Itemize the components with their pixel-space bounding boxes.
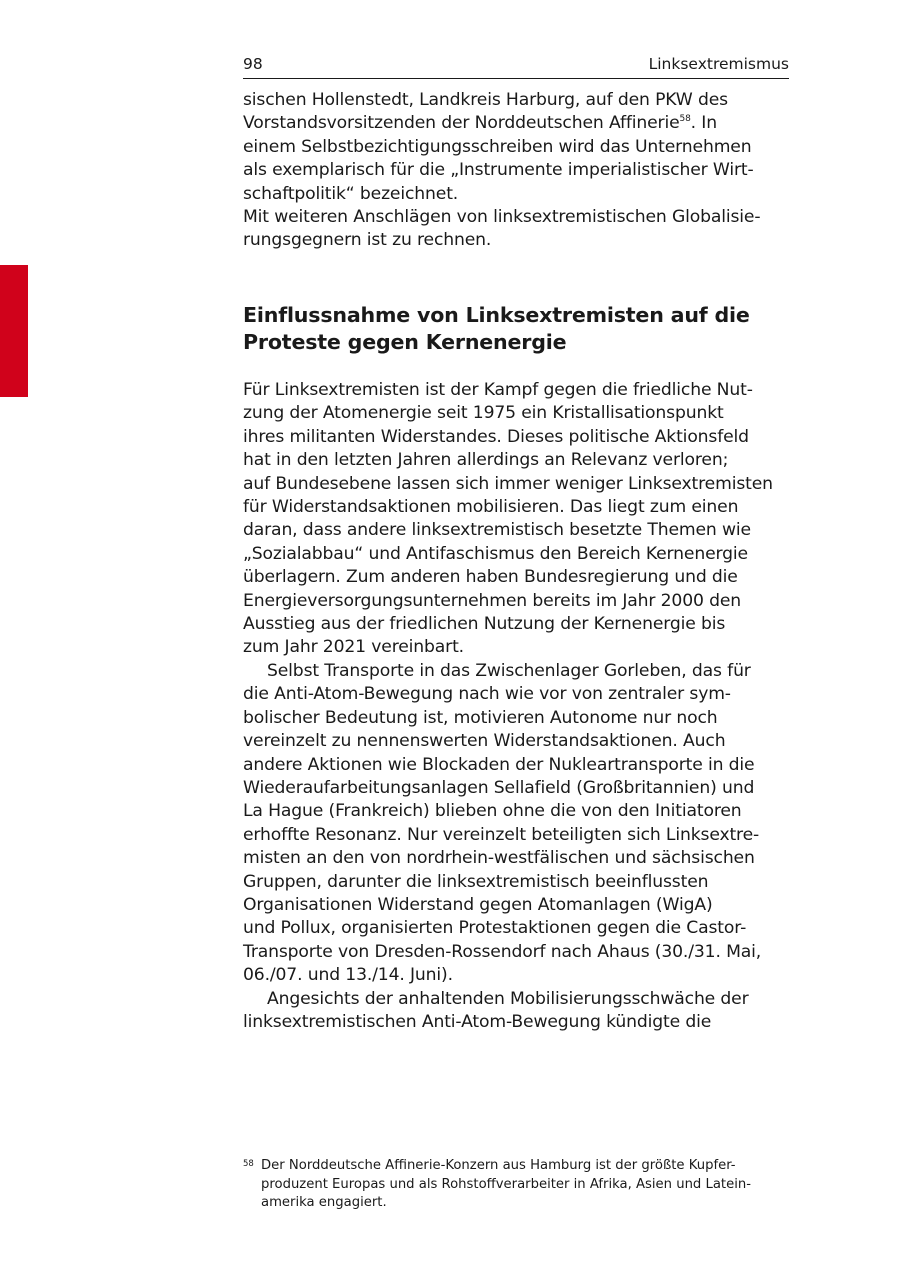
text-line: schaftpolitik“ bezeichnet. <box>243 183 459 204</box>
text-line: vereinzelt zu nennenswerten Widerstandsaktionen. Auch <box>243 731 726 752</box>
text-line: Transporte von Dresden-Rossendorf nach Ahaus (30./31. Mai, <box>243 941 762 962</box>
text-line: hat in den letzten Jahren allerdings an Relevanz verloren; <box>243 450 729 471</box>
text-line: Für Linksextremisten ist der Kampf gegen die friedliche Nut- <box>243 380 753 400</box>
text-line: Organisationen Widerstand gegen Atomanlagen (WigA) <box>243 894 713 915</box>
running-head: Linksextremismus <box>648 55 789 73</box>
paragraph-1 <box>243 379 789 660</box>
text-line: Angesichts der anhaltenden Mobilisierungsschwäche der <box>267 988 749 1009</box>
text-line: und Pollux, organisierten Protestaktionen gegen die Castor- <box>243 918 747 939</box>
text-fragment: Vorstandsvorsitzenden der Norddeutschen Affinerie <box>243 113 680 134</box>
page-header <box>243 54 789 79</box>
paragraph-3 <box>243 988 789 1035</box>
text-line: erhoffte Resonanz. Nur vereinzelt beteiligten sich Linksextre- <box>243 824 760 845</box>
text-line: daran, dass andere linksextremistisch besetzte Themen wie <box>243 520 751 541</box>
text-line: misten an den von nordrhein-westfälischen und sächsischen <box>243 848 755 869</box>
text-line: die Anti-Atom-Bewegung nach wie vor von zentraler sym- <box>243 684 731 705</box>
paragraph-2 <box>243 660 789 988</box>
section-heading <box>243 302 789 356</box>
text-line: rungsgegnern ist zu rechnen. <box>243 230 492 251</box>
text-line: zung der Atomenergie seit 1975 ein Kristallisationspunkt <box>243 403 724 424</box>
intro-paragraph <box>243 89 789 253</box>
text-line: für Widerstandsaktionen mobilisieren. Das liegt zum einen <box>243 497 739 518</box>
text-line: Selbst Transporte in das Zwischenlager Gorleben, das für <box>267 660 751 681</box>
page-number: 98 <box>243 55 263 73</box>
text-line: als exemplarisch für die „Instrumente imperialistischer Wirt- <box>243 160 754 181</box>
footnote <box>243 1157 789 1213</box>
chapter-tab-marker <box>0 265 28 397</box>
footnote-line: Der Norddeutsche Affinerie-Konzern aus Hamburg ist der größte Kupfer- <box>261 1158 736 1173</box>
footnote-line: produzent Europas und als Rohstoffverarbeiter in Afrika, Asien und Latein- <box>261 1176 751 1192</box>
text-line: Wiederaufarbeitungsanlagen Sellafield (Großbritannien) und <box>243 777 755 798</box>
text-line: ihres militanten Widerstandes. Dieses politische Aktionsfeld <box>243 426 749 447</box>
text-line: „Sozialabbau“ und Antifaschismus den Bereich Kernenergie <box>243 543 748 564</box>
text-line-with-footnote <box>243 112 789 135</box>
text-line: bolischer Bedeutung ist, motivieren Autonome nur noch <box>243 707 718 728</box>
text-line: zum Jahr 2021 vereinbart. <box>243 637 464 658</box>
text-line: Ausstieg aus der friedlichen Nutzung der Kernenergie bis <box>243 614 726 635</box>
text-line: La Hague (Frankreich) blieben ohne die von den Initiatoren <box>243 801 742 822</box>
text-line: 06./07. und 13./14. Juni). <box>243 965 453 986</box>
body-text <box>243 379 789 1034</box>
text-line: Energieversorgungsunternehmen bereits im Jahr 2000 den <box>243 590 742 611</box>
heading-line: Proteste gegen Kernenergie <box>243 330 567 354</box>
text-line: linksextremistischen Anti-Atom-Bewegung kündigte die <box>243 1011 712 1032</box>
text-line: Gruppen, darunter die linksextremistisch beeinflussten <box>243 871 709 892</box>
footnote-line: amerika engagiert. <box>261 1195 387 1210</box>
footnote-number: 58 <box>243 1159 254 1169</box>
text-line: auf Bundesebene lassen sich immer weniger Linksextremisten <box>243 473 773 494</box>
heading-line: Einflussnahme von Linksextremisten auf die <box>243 303 750 327</box>
footnote-reference[interactable]: 58 <box>679 114 691 125</box>
text-line: andere Aktionen wie Blockaden der Nukleartransporte in die <box>243 754 755 775</box>
text-fragment: . In <box>690 113 717 134</box>
text-line: überlagern. Zum anderen haben Bundesregierung und die <box>243 567 738 588</box>
text-line: sischen Hollenstedt, Landkreis Harburg, auf den PKW des <box>243 90 728 110</box>
text-line: einem Selbstbezichtigungsschreiben wird das Unternehmen <box>243 136 752 157</box>
footnote-text <box>261 1157 789 1213</box>
text-line: Mit weiteren Anschlägen von linksextremistischen Globalisie- <box>243 207 761 228</box>
